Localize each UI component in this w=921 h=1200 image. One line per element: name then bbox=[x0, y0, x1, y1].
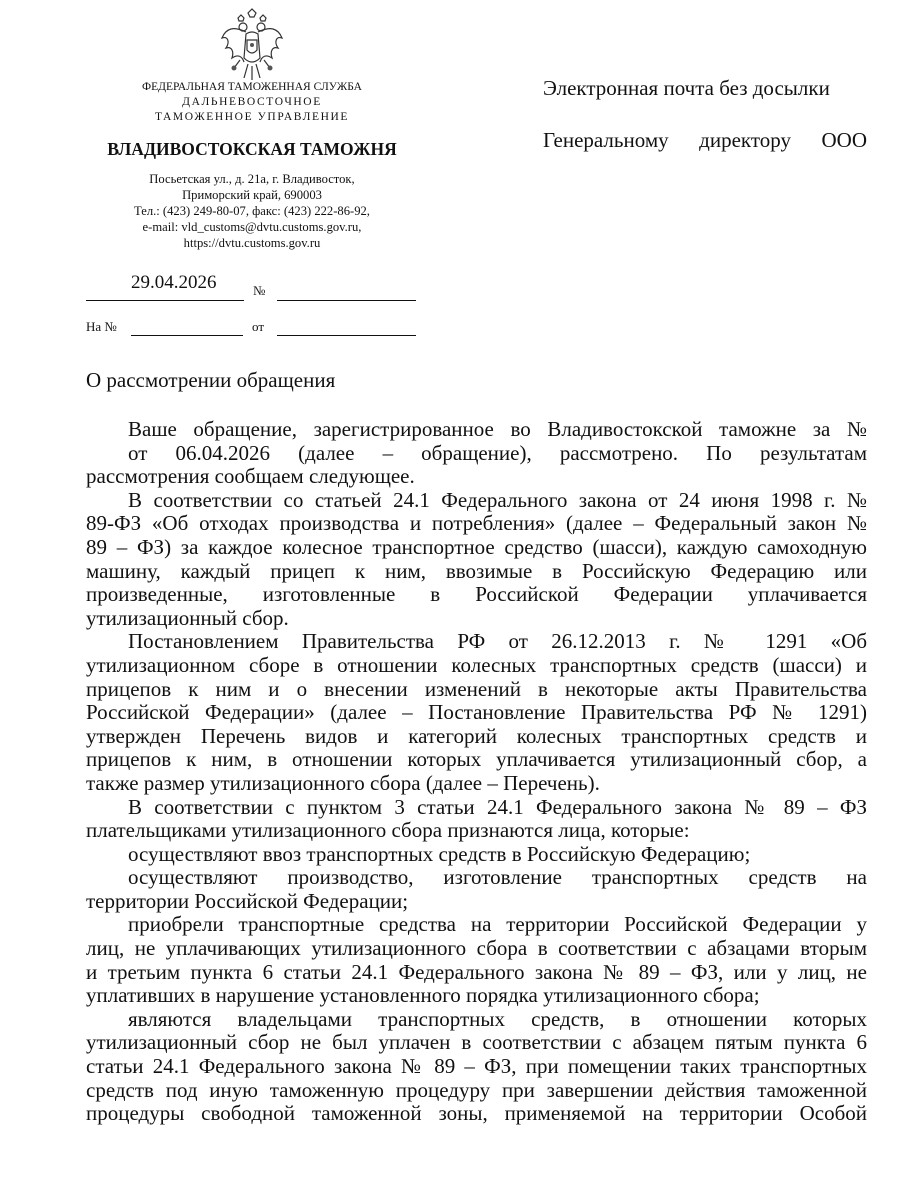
addressee: Генеральному директору ООО bbox=[543, 128, 867, 152]
in-reply-label: На № bbox=[86, 319, 117, 334]
body-line: уплативших в нарушение установленного порядка утилизационного сбора; bbox=[86, 983, 760, 1008]
org-region-name: ДАЛЬНЕВОСТОЧНОЕ bbox=[182, 96, 322, 108]
address-line: Приморский край, 690003 bbox=[182, 188, 322, 202]
body-line: от 06.04.2026 (далее – обращение), рассмотрено. По результатам bbox=[128, 440, 867, 465]
body-line: утилизационном сборе в отношении колесных транспортных средств (шасси) и bbox=[86, 652, 867, 677]
in-reply-underline bbox=[131, 335, 243, 336]
number-underline bbox=[277, 300, 416, 301]
body-line: и третьим пункта 6 статьи 24.1 Федерального закона № 89 – ФЗ, или у лиц, не bbox=[86, 959, 867, 984]
body-line: Ваше обращение, зарегистрированное во Владивостокской таможне за № bbox=[128, 417, 867, 441]
date-underline bbox=[86, 300, 244, 301]
body-line: также размер утилизационного сбора (далее – Перечень). bbox=[86, 770, 600, 795]
number-label: № bbox=[253, 283, 266, 298]
body-line: осуществляют производство, изготовление транспортных средств на bbox=[128, 865, 867, 890]
address-line: Посьетская ул., д. 21а, г. Владивосток, bbox=[149, 172, 355, 186]
body-line: плательщиками утилизационного сбора признаются лица, которые: bbox=[86, 818, 690, 843]
from-label: от bbox=[252, 319, 265, 334]
website-line: https://dvtu.customs.gov.ru bbox=[183, 236, 321, 250]
body-line: прицепов к ним, в отношении которых уплачивается утилизационный сбор, а bbox=[86, 747, 867, 772]
org-title: ВЛАДИВОСТОКСКАЯ ТАМОЖНЯ bbox=[107, 139, 397, 159]
registration-date: 29.04.2026 bbox=[131, 272, 217, 293]
body-line: осуществляют ввоз транспортных средств в Российскую Федерацию; bbox=[128, 841, 751, 866]
body-line: утилизационный сбор не был уплачен в соответствии с абзацем пятым пункта 6 bbox=[86, 1030, 867, 1055]
delivery-note: Электронная почта без досылки bbox=[543, 76, 830, 100]
body-line: машину, каждый прицеп к ним, ввозимые в Российскую Федерацию или bbox=[86, 558, 867, 583]
body-line: Российской Федерации» (далее – Постановление Правительства РФ № 1291) bbox=[86, 700, 867, 725]
body-line: лиц, не уплачивающих утилизационного сбора в соответствии с абзацами вторым bbox=[86, 936, 867, 961]
phone-fax-line: Тел.: (423) 249-80-07, факс: (423) 222-86-92, bbox=[134, 204, 370, 218]
body-line: В соответствии с пунктом 3 статьи 24.1 Федерального закона № 89 – ФЗ bbox=[128, 794, 867, 819]
body-line: приобрели транспортные средства на территории Российской Федерации у bbox=[128, 912, 867, 937]
body-line: произведенные, изготовленные в Российской Федерации уплачивается bbox=[86, 582, 867, 607]
email-line: e-mail: vld_customs@dvtu.customs.gov.ru, bbox=[142, 220, 362, 234]
letter-subject: О рассмотрении обращения bbox=[86, 368, 336, 392]
body-line: Постановлением Правительства РФ от 26.12.2013 г. № 1291 «Об bbox=[128, 629, 867, 654]
body-line: утилизационный сбор. bbox=[86, 605, 289, 630]
body-line: территории Российской Федерации; bbox=[86, 888, 409, 913]
org-department-name: ТАМОЖЕННОЕ УПРАВЛЕНИЕ bbox=[154, 111, 350, 123]
body-line: 89 – ФЗ) за каждое колесное транспортное средство (шасси), каждую самоходную bbox=[86, 534, 867, 559]
body-line: статьи 24.1 Федерального закона № 89 – ФЗ, при помещении таких транспортных bbox=[86, 1054, 867, 1079]
body-line: процедуры свободной таможенной зоны, применяемой на территории Особой bbox=[86, 1101, 867, 1126]
org-service-name: ФЕДЕРАЛЬНАЯ ТАМОЖЕННАЯ СЛУЖБА bbox=[142, 81, 362, 93]
body-line: прицепов к ним и о внесении изменений в некоторые акты Правительства bbox=[86, 676, 867, 701]
body-line: 89-ФЗ «Об отходах производства и потребления» (далее – Федеральный закон № bbox=[86, 511, 867, 536]
body-line: являются владельцами транспортных средств, в отношении которых bbox=[128, 1006, 867, 1031]
letter-body bbox=[86, 418, 867, 1126]
body-line: средств под иную таможенную процедуру при завершении действия таможенной bbox=[86, 1077, 867, 1102]
body-line: утвержден Перечень видов и категорий колесных транспортных средств и bbox=[86, 723, 867, 748]
russian-coat-of-arms-icon bbox=[218, 8, 286, 84]
body-line: В соответствии со статьей 24.1 Федерального закона от 24 июня 1998 г. № bbox=[128, 487, 867, 512]
from-underline bbox=[277, 335, 416, 336]
body-line: рассмотрения сообщаем следующее. bbox=[86, 464, 415, 489]
